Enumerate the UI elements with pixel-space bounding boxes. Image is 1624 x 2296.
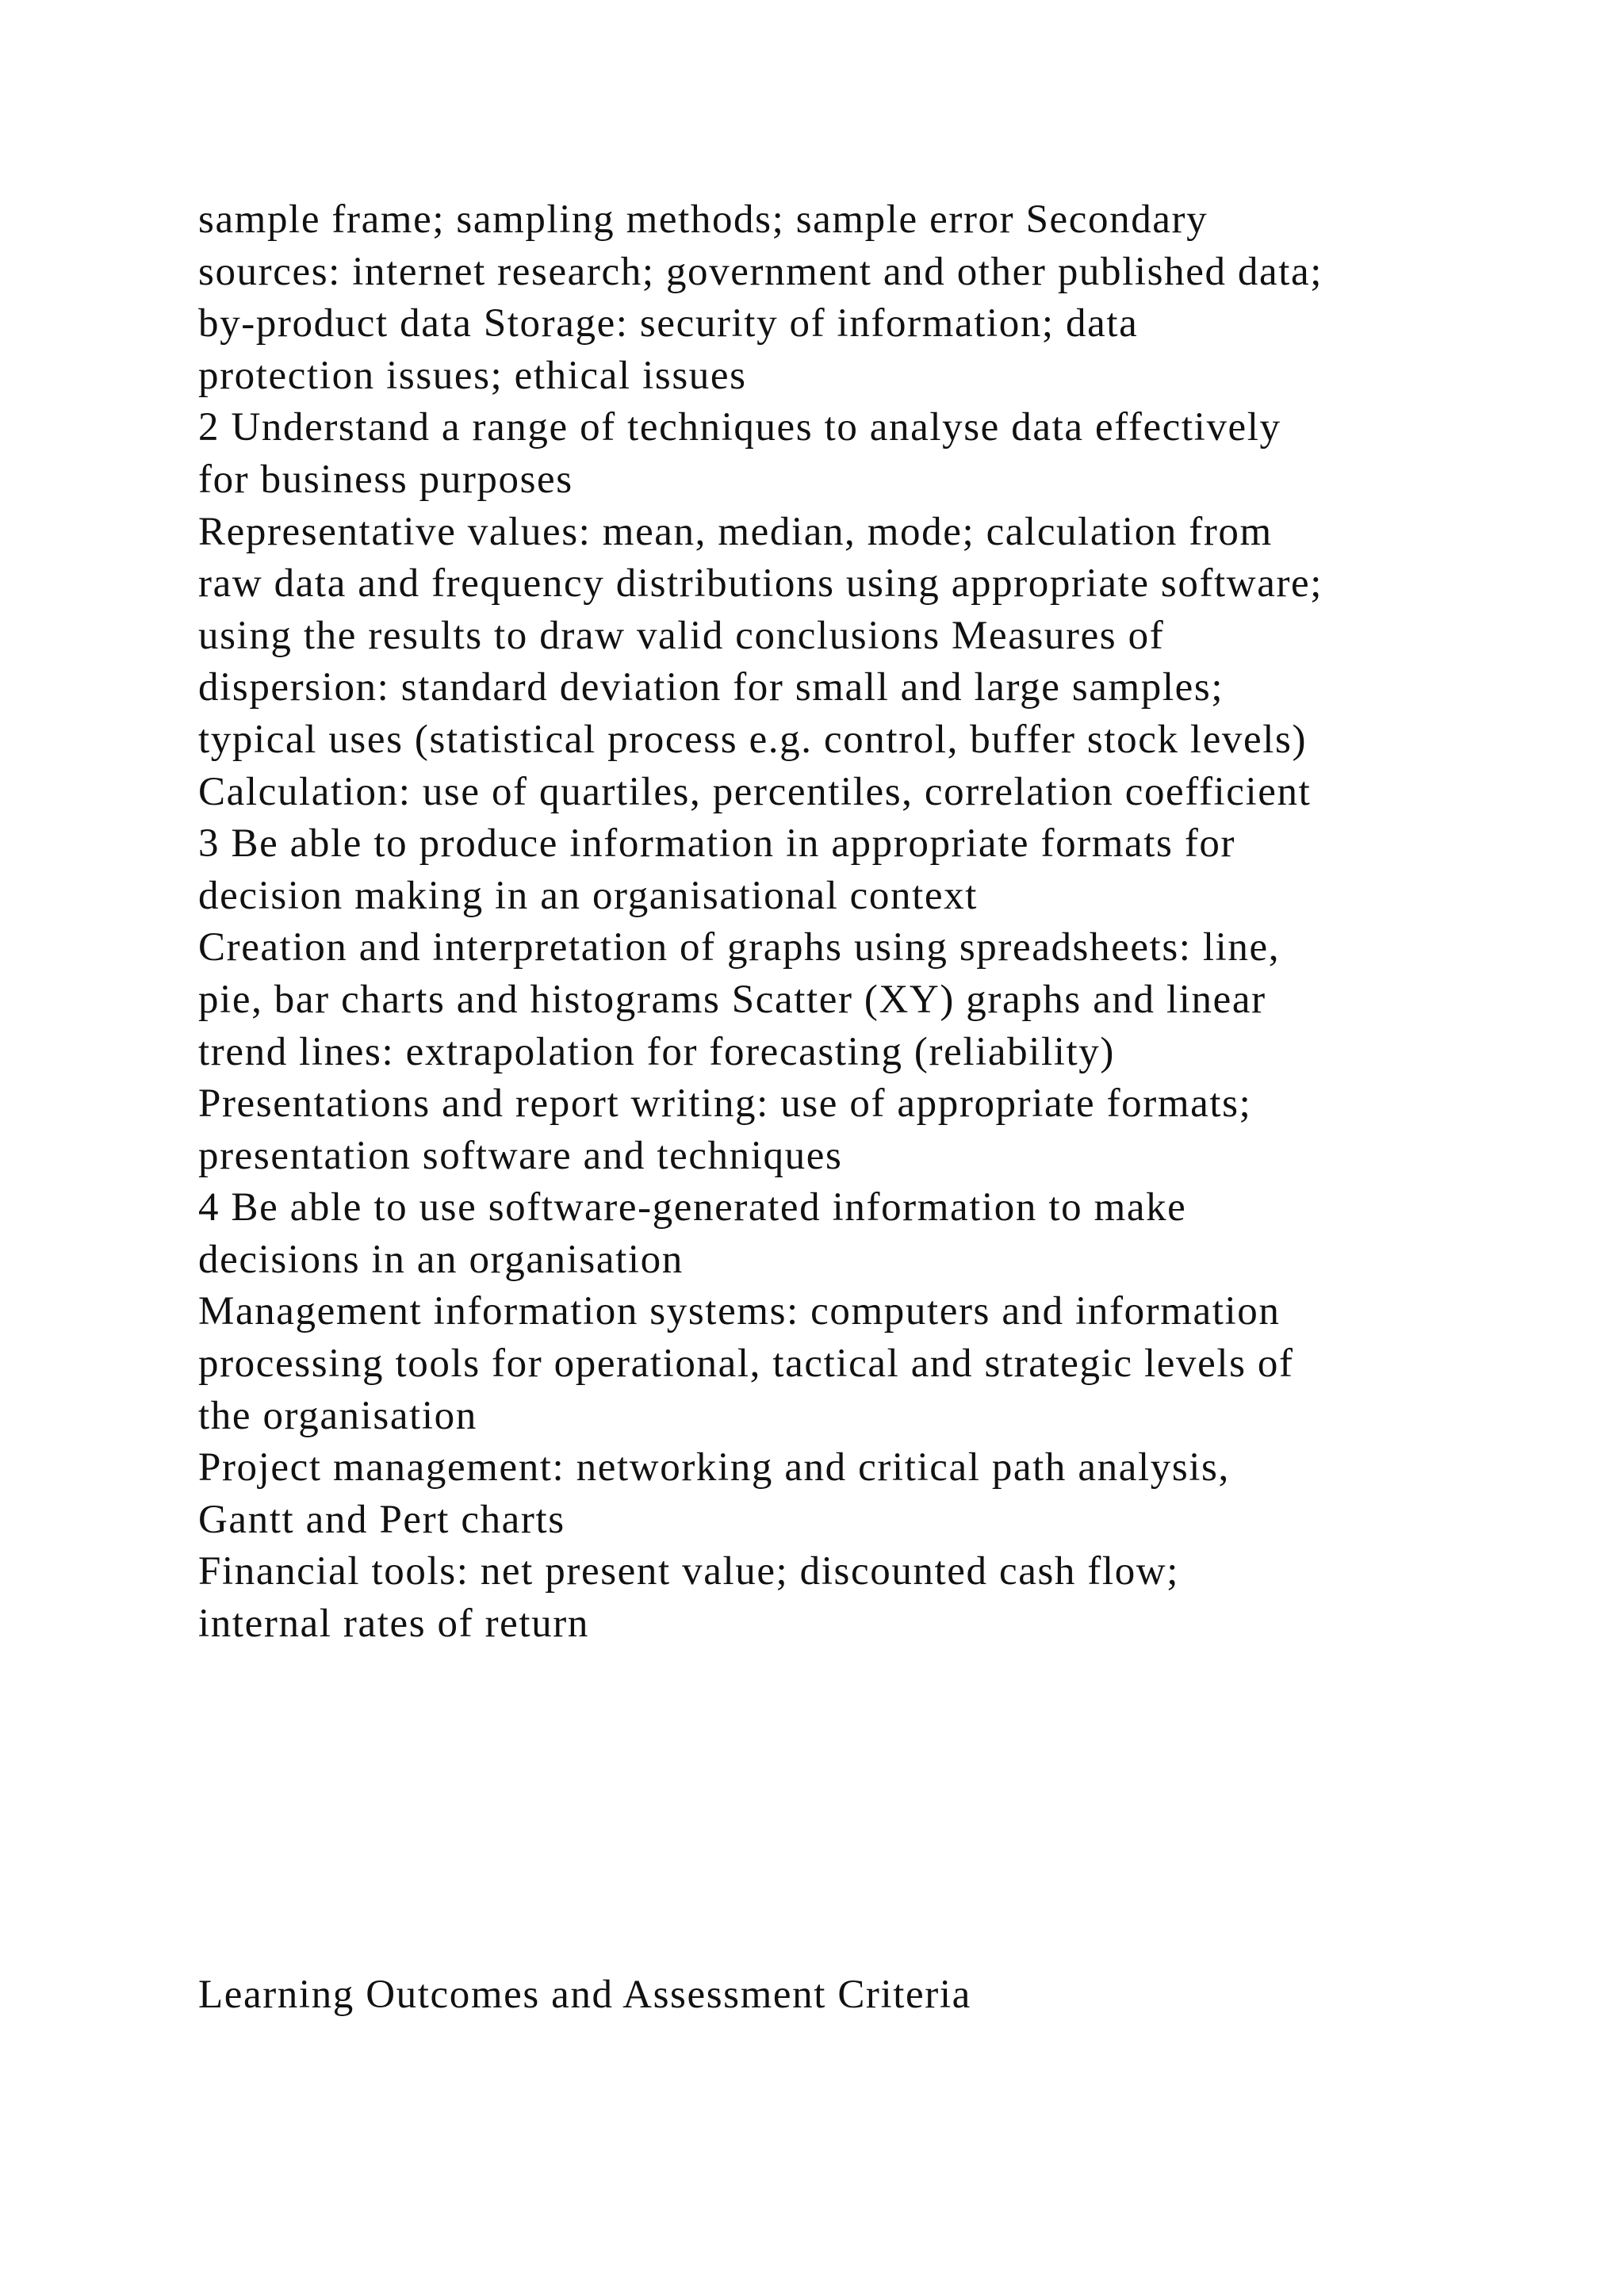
document-body xyxy=(198,194,1499,1651)
text-line: internal rates of return xyxy=(198,1601,589,1647)
text-line: raw data and frequency distributions using appropriate software; xyxy=(198,561,1323,607)
text-line: by-product data Storage: security of information; data xyxy=(198,301,1139,346)
text-line: typical uses (statistical process e.g. control, buffer stock levels) xyxy=(198,717,1308,762)
text-line: Representative values: mean, median, mode; calculation from xyxy=(198,509,1273,554)
text-line: dispersion: standard deviation for small and large samples; xyxy=(198,665,1224,710)
text-line: pie, bar charts and histograms Scatter (XY) graphs and linear xyxy=(198,977,1266,1022)
outcome-heading-2: 2 Understand a range of techniques to analyse data effectively xyxy=(198,405,1281,450)
text-line: Management information systems: computers and information xyxy=(198,1289,1281,1334)
outcome-heading-3: 3 Be able to produce information in appropriate formats for xyxy=(198,821,1236,867)
text-line: trend lines: extrapolation for forecasting (reliability) xyxy=(198,1029,1115,1074)
text-line: sources: internet research; government and other published data; xyxy=(198,249,1323,294)
outcome-heading-4-cont: decisions in an organisation xyxy=(198,1237,684,1282)
outcome-heading-2-cont: for business purposes xyxy=(198,457,573,502)
text-line: Presentations and report writing: use of appropriate formats; xyxy=(198,1081,1252,1127)
text-line: Calculation: use of quartiles, percentiles, correlation coefficient xyxy=(198,769,1312,814)
text-line: processing tools for operational, tactical and strategic levels of xyxy=(198,1341,1294,1387)
text-line: sample frame; sampling methods; sample error Secondary xyxy=(198,197,1208,242)
text-line: Creation and interpretation of graphs using spreadsheets: line, xyxy=(198,925,1281,970)
outcome-heading-3-cont: decision making in an organisational context xyxy=(198,873,978,918)
text-line: using the results to draw valid conclusions Measures of xyxy=(198,613,1165,658)
text-line: Financial tools: net present value; discounted cash flow; xyxy=(198,1549,1180,1594)
text-line: the organisation xyxy=(198,1393,477,1438)
outcome-heading-4: 4 Be able to use software-generated information to make xyxy=(198,1185,1187,1230)
text-line: Gantt and Pert charts xyxy=(198,1497,565,1542)
text-line: presentation software and techniques xyxy=(198,1133,843,1178)
text-line: protection issues; ethical issues xyxy=(198,353,747,398)
text-line: Project management: networking and critical path analysis, xyxy=(198,1445,1230,1490)
section-heading: Learning Outcomes and Assessment Criteria xyxy=(198,1973,971,2017)
